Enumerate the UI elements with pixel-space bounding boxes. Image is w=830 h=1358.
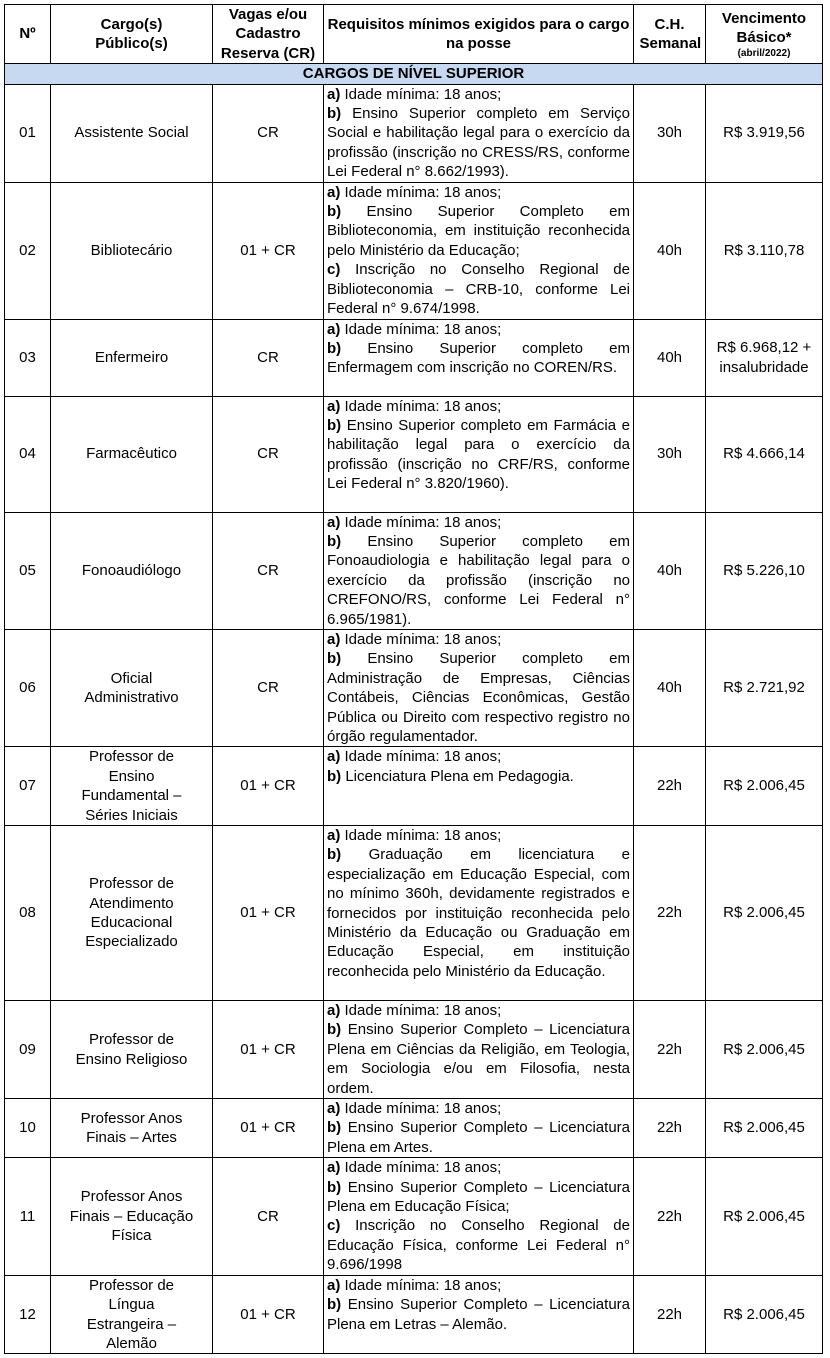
row-vencimento-text: R$ 4.666,14 bbox=[723, 445, 805, 463]
requirement-item bbox=[327, 630, 630, 649]
header-row bbox=[5, 5, 823, 64]
section-title: CARGOS DE NÍVEL SUPERIOR bbox=[5, 64, 823, 84]
row-cargo bbox=[51, 1158, 213, 1275]
row-vagas: CR bbox=[213, 396, 324, 512]
row-vencimento bbox=[706, 747, 823, 826]
row-vencimento-text: R$ 2.006,45 bbox=[723, 1040, 805, 1058]
requirement-item bbox=[327, 1118, 630, 1157]
row-requisitos bbox=[324, 629, 634, 746]
requirement-text: Ensino Superior Completo – Licenciatura Plena em Educação Física; bbox=[327, 1178, 631, 1216]
requirement-item bbox=[327, 649, 630, 746]
requirement-letter: a) bbox=[327, 85, 341, 103]
row-cargo bbox=[51, 319, 213, 396]
requirement-text: Licenciatura Plena em Pedagogia. bbox=[345, 767, 574, 785]
row-vencimento-text: R$ 3.110,78 bbox=[723, 241, 805, 259]
requirement-letter: c) bbox=[327, 1217, 341, 1235]
header-ch bbox=[634, 5, 706, 64]
row-cargo bbox=[51, 629, 213, 746]
row-ch: 22h bbox=[634, 1158, 706, 1275]
row-vencimento bbox=[706, 1001, 823, 1099]
table-row bbox=[5, 826, 823, 1001]
row-vencimento bbox=[706, 182, 823, 319]
requirement-letter: a) bbox=[327, 630, 341, 648]
requirement-text: Ensino Superior completo em Serviço Social e habilitação legal para o exercício da profissão (inscrição no CRESS/RS, conforme Lei Federal n° 8.662/1993). bbox=[327, 105, 631, 181]
row-requisitos bbox=[324, 1275, 634, 1354]
requirement-text: Idade mínima: 18 anos; bbox=[344, 748, 502, 766]
requirement-letter: a) bbox=[327, 397, 341, 415]
header-vagas-text: Vagas e/ou Cadastro Reserva (CR) bbox=[220, 6, 316, 62]
row-vagas: 01 + CR bbox=[213, 1275, 324, 1354]
header-requisitos: Requisitos mínimos exigidos para o cargo na posse bbox=[324, 5, 634, 64]
row-number: 02 bbox=[5, 182, 51, 319]
row-vagas: CR bbox=[213, 1158, 324, 1275]
table-row bbox=[5, 512, 823, 629]
requirement-text: Inscrição no Conselho Regional de Biblioteconomia – CRB-10, conforme Lei Federal n° 9.674/1998. bbox=[327, 261, 630, 318]
row-number: 08 bbox=[5, 826, 51, 1001]
row-vagas: CR bbox=[213, 84, 324, 182]
requirement-letter: b) bbox=[327, 650, 342, 668]
requirement-item bbox=[327, 1099, 630, 1118]
row-requisitos bbox=[324, 84, 634, 182]
requirement-letter: b) bbox=[327, 203, 342, 221]
requirement-letter: b) bbox=[327, 1021, 342, 1039]
row-cargo-text: Professor Anos Finais – Educação Física bbox=[69, 1188, 194, 1245]
requirement-item bbox=[327, 826, 630, 845]
requirement-item bbox=[327, 339, 630, 378]
row-cargo bbox=[51, 512, 213, 629]
requirement-text: Idade mínima: 18 anos; bbox=[344, 85, 502, 103]
table-row bbox=[5, 1099, 823, 1158]
row-cargo-text: Professor de Atendimento Educacional Especializado bbox=[85, 875, 178, 951]
requirement-letter: b) bbox=[327, 339, 342, 357]
row-ch: 22h bbox=[634, 1001, 706, 1099]
requirement-text: Idade mínima: 18 anos; bbox=[344, 1159, 502, 1177]
row-ch: 40h bbox=[634, 629, 706, 746]
header-vencimento-note: (abril/2022) bbox=[737, 47, 791, 59]
row-vencimento bbox=[706, 629, 823, 746]
row-cargo bbox=[51, 1099, 213, 1158]
row-cargo-text: Bibliotecário bbox=[90, 241, 173, 259]
row-number: 10 bbox=[5, 1099, 51, 1158]
row-cargo-text: Assistente Social bbox=[74, 124, 189, 142]
requirement-text: Idade mínima: 18 anos; bbox=[344, 630, 502, 648]
header-vencimento-text: Vencimento Básico* bbox=[721, 9, 807, 47]
requirement-letter: b) bbox=[327, 532, 342, 550]
requirement-item bbox=[327, 1020, 630, 1098]
row-ch: 40h bbox=[634, 182, 706, 319]
row-vencimento bbox=[706, 1099, 823, 1158]
requirement-letter: a) bbox=[327, 827, 341, 844]
row-requisitos bbox=[324, 1099, 634, 1158]
requirement-letter: b) bbox=[327, 105, 342, 123]
row-cargo-text: Enfermeiro bbox=[94, 348, 169, 366]
requirement-text: Idade mínima: 18 anos; bbox=[344, 827, 502, 844]
requirement-text: Inscrição no Conselho Regional de Educação Física, conforme Lei Federal n° 9.696/1998 bbox=[327, 1217, 630, 1274]
table-row bbox=[5, 1001, 823, 1099]
table-row bbox=[5, 629, 823, 746]
row-vencimento-text: R$ 2.006,45 bbox=[723, 904, 805, 922]
requirement-letter: c) bbox=[327, 261, 341, 279]
row-vagas: 01 + CR bbox=[213, 826, 324, 1001]
row-ch: 22h bbox=[634, 826, 706, 1001]
row-vagas: CR bbox=[213, 512, 324, 629]
row-requisitos bbox=[324, 747, 634, 826]
requirement-item bbox=[327, 320, 630, 339]
requirement-item bbox=[327, 1158, 630, 1177]
row-vencimento-text: R$ 2.721,92 bbox=[723, 679, 805, 697]
requirement-text: Idade mínima: 18 anos; bbox=[344, 513, 502, 531]
requirement-letter: b) bbox=[327, 1119, 342, 1137]
row-vencimento-text: R$ 2.006,45 bbox=[723, 777, 805, 795]
requirement-letter: a) bbox=[327, 513, 341, 531]
row-vagas: 01 + CR bbox=[213, 1099, 324, 1158]
requirement-item bbox=[327, 416, 630, 494]
row-vencimento bbox=[706, 826, 823, 1001]
row-cargo bbox=[51, 396, 213, 512]
row-number: 01 bbox=[5, 84, 51, 182]
requirement-letter: a) bbox=[327, 748, 341, 766]
requirement-letter: a) bbox=[327, 1002, 341, 1019]
requirement-item bbox=[327, 183, 630, 202]
row-cargo bbox=[51, 182, 213, 319]
requirement-text: Ensino Superior completo em Administração de Empresas, Ciências Contábeis, Ciências Econômicas, Gestão Pública ou Direito com respectivo registro no órgão regulamentador. bbox=[327, 650, 630, 745]
row-ch: 40h bbox=[634, 512, 706, 629]
requirement-item bbox=[327, 747, 630, 766]
requirement-item bbox=[327, 1295, 630, 1334]
row-cargo bbox=[51, 1275, 213, 1354]
table-row bbox=[5, 396, 823, 512]
header-vagas bbox=[213, 5, 324, 64]
requirement-letter: a) bbox=[327, 1276, 341, 1294]
row-cargo-text: Professor Anos Finais – Artes bbox=[80, 1109, 183, 1147]
row-cargo-text: Fonoaudiólogo bbox=[81, 562, 182, 580]
row-cargo bbox=[51, 747, 213, 826]
requirement-letter: a) bbox=[327, 1100, 341, 1118]
requirement-text: Ensino Superior Completo – Licenciatura Plena em Artes. bbox=[327, 1119, 631, 1156]
row-number: 12 bbox=[5, 1275, 51, 1354]
row-ch: 22h bbox=[634, 1275, 706, 1354]
requirement-text: Ensino Superior Completo – Licenciatura Plena em Ciências da Religião, em Teologia, em Sociologia e/ou em Filosofia, nesta ordem. bbox=[327, 1021, 631, 1097]
row-requisitos bbox=[324, 1158, 634, 1275]
requirement-text: Idade mínima: 18 anos; bbox=[344, 183, 502, 201]
row-vencimento bbox=[706, 84, 823, 182]
row-requisitos bbox=[324, 1001, 634, 1099]
row-vencimento bbox=[706, 1158, 823, 1275]
row-number: 04 bbox=[5, 396, 51, 512]
header-cargo-text: Cargo(s) Público(s) bbox=[95, 15, 168, 53]
row-ch: 30h bbox=[634, 396, 706, 512]
requirement-text: Idade mínima: 18 anos; bbox=[344, 1002, 502, 1019]
requirement-item bbox=[327, 513, 630, 532]
requirement-text: Idade mínima: 18 anos; bbox=[344, 320, 502, 338]
requirement-item bbox=[327, 1001, 630, 1020]
row-vencimento bbox=[706, 512, 823, 629]
requirement-item bbox=[327, 85, 630, 104]
table-row bbox=[5, 1275, 823, 1354]
row-cargo bbox=[51, 1001, 213, 1099]
row-vagas: 01 + CR bbox=[213, 182, 324, 319]
row-requisitos bbox=[324, 826, 634, 1001]
row-vencimento-text: R$ 2.006,45 bbox=[723, 1207, 805, 1225]
row-vencimento-text: R$ 5.226,10 bbox=[723, 562, 805, 580]
row-ch: 40h bbox=[634, 319, 706, 396]
row-number: 09 bbox=[5, 1001, 51, 1099]
requirement-letter: b) bbox=[327, 1178, 342, 1196]
row-ch: 22h bbox=[634, 1099, 706, 1158]
requirement-letter: b) bbox=[327, 1296, 342, 1314]
row-vencimento bbox=[706, 1275, 823, 1354]
requirement-letter: b) bbox=[327, 767, 342, 785]
header-ch-text: C.H. Semanal bbox=[639, 15, 702, 53]
row-vagas: CR bbox=[213, 629, 324, 746]
requirement-item bbox=[327, 1216, 630, 1274]
row-cargo-text: Oficial Administrativo bbox=[84, 669, 179, 707]
requirement-text: Idade mínima: 18 anos; bbox=[344, 397, 502, 415]
requirement-item bbox=[327, 104, 630, 182]
row-number: 06 bbox=[5, 629, 51, 746]
row-number: 07 bbox=[5, 747, 51, 826]
row-cargo bbox=[51, 84, 213, 182]
table-row bbox=[5, 1158, 823, 1275]
requirement-item bbox=[327, 397, 630, 416]
requirement-letter: b) bbox=[327, 416, 342, 434]
requirement-item bbox=[327, 845, 630, 981]
row-ch: 30h bbox=[634, 84, 706, 182]
requirement-item bbox=[327, 532, 630, 629]
row-cargo-text: Professor de Ensino Fundamental – Séries Iniciais bbox=[81, 748, 182, 824]
row-vencimento bbox=[706, 319, 823, 396]
row-cargo-text: Professor de Ensino Religioso bbox=[75, 1031, 188, 1068]
row-requisitos bbox=[324, 319, 634, 396]
section-row bbox=[5, 64, 823, 84]
requirement-letter: a) bbox=[327, 183, 341, 201]
requirement-letter: b) bbox=[327, 846, 342, 864]
requirement-item bbox=[327, 1178, 630, 1217]
row-vencimento-text: R$ 2.006,45 bbox=[723, 1305, 805, 1323]
row-vagas: CR bbox=[213, 319, 324, 396]
row-requisitos bbox=[324, 396, 634, 512]
header-num: Nº bbox=[5, 5, 51, 64]
requirement-item bbox=[327, 202, 630, 260]
requirement-item bbox=[327, 260, 630, 318]
header-cargo bbox=[51, 5, 213, 64]
cargos-table bbox=[4, 4, 823, 1354]
row-cargo-text: Professor de Língua Estrangeira – Alemão bbox=[86, 1276, 177, 1352]
requirement-text: Ensino Superior completo em Fonoaudiologia e habilitação legal para o exercício da profissão (inscrição no CREFONO/RS, conforme Lei Federal n° 6.965/1981). bbox=[327, 532, 630, 628]
requirement-text: Idade mínima: 18 anos; bbox=[344, 1100, 502, 1118]
table-row bbox=[5, 747, 823, 826]
row-requisitos bbox=[324, 182, 634, 319]
requirement-letter: a) bbox=[327, 1159, 341, 1177]
row-requisitos bbox=[324, 512, 634, 629]
row-vencimento-text: R$ 2.006,45 bbox=[723, 1119, 805, 1137]
requirement-text: Ensino Superior Completo – Licenciatura Plena em Letras – Alemão. bbox=[327, 1296, 631, 1333]
table-row bbox=[5, 319, 823, 396]
requirement-letter: a) bbox=[327, 320, 341, 338]
requirement-text: Idade mínima: 18 anos; bbox=[344, 1276, 502, 1294]
requirement-text: Ensino Superior completo em Enfermagem com inscrição no COREN/RS. bbox=[327, 339, 630, 377]
requirement-text: Graduação em licenciatura e especialização em Educação Especial, com no mínimo 360h, devidamente registrados e fornecidos por instituição reconhecida pelo Ministério da Educação ou Graduação em Educação Especial, em instituição reconhecida pelo Ministério da Educação. bbox=[327, 846, 630, 980]
row-vencimento bbox=[706, 396, 823, 512]
requirement-item bbox=[327, 767, 630, 786]
row-cargo bbox=[51, 826, 213, 1001]
table-row bbox=[5, 182, 823, 319]
header-vencimento bbox=[706, 5, 823, 64]
row-vencimento-text: R$ 3.919,56 bbox=[723, 124, 805, 142]
row-ch: 22h bbox=[634, 747, 706, 826]
requirement-text: Ensino Superior completo em Farmácia e habilitação legal para o exercício da profissão (inscrição no CRF/RS, conforme Lei Federal n° 3.820/1960). bbox=[327, 416, 630, 493]
requirement-text: Ensino Superior Completo em Biblioteconomia, em instituição reconhecida pelo Ministério da Educação; bbox=[327, 203, 630, 259]
row-vencimento-text: R$ 6.968,12 + insalubridade bbox=[716, 339, 812, 376]
row-number: 11 bbox=[5, 1158, 51, 1275]
row-vagas: 01 + CR bbox=[213, 747, 324, 826]
requirement-item bbox=[327, 1276, 630, 1295]
table-row bbox=[5, 84, 823, 182]
row-number: 03 bbox=[5, 319, 51, 396]
row-cargo-text: Farmacêutico bbox=[86, 445, 177, 463]
row-number: 05 bbox=[5, 512, 51, 629]
row-vagas: 01 + CR bbox=[213, 1001, 324, 1099]
